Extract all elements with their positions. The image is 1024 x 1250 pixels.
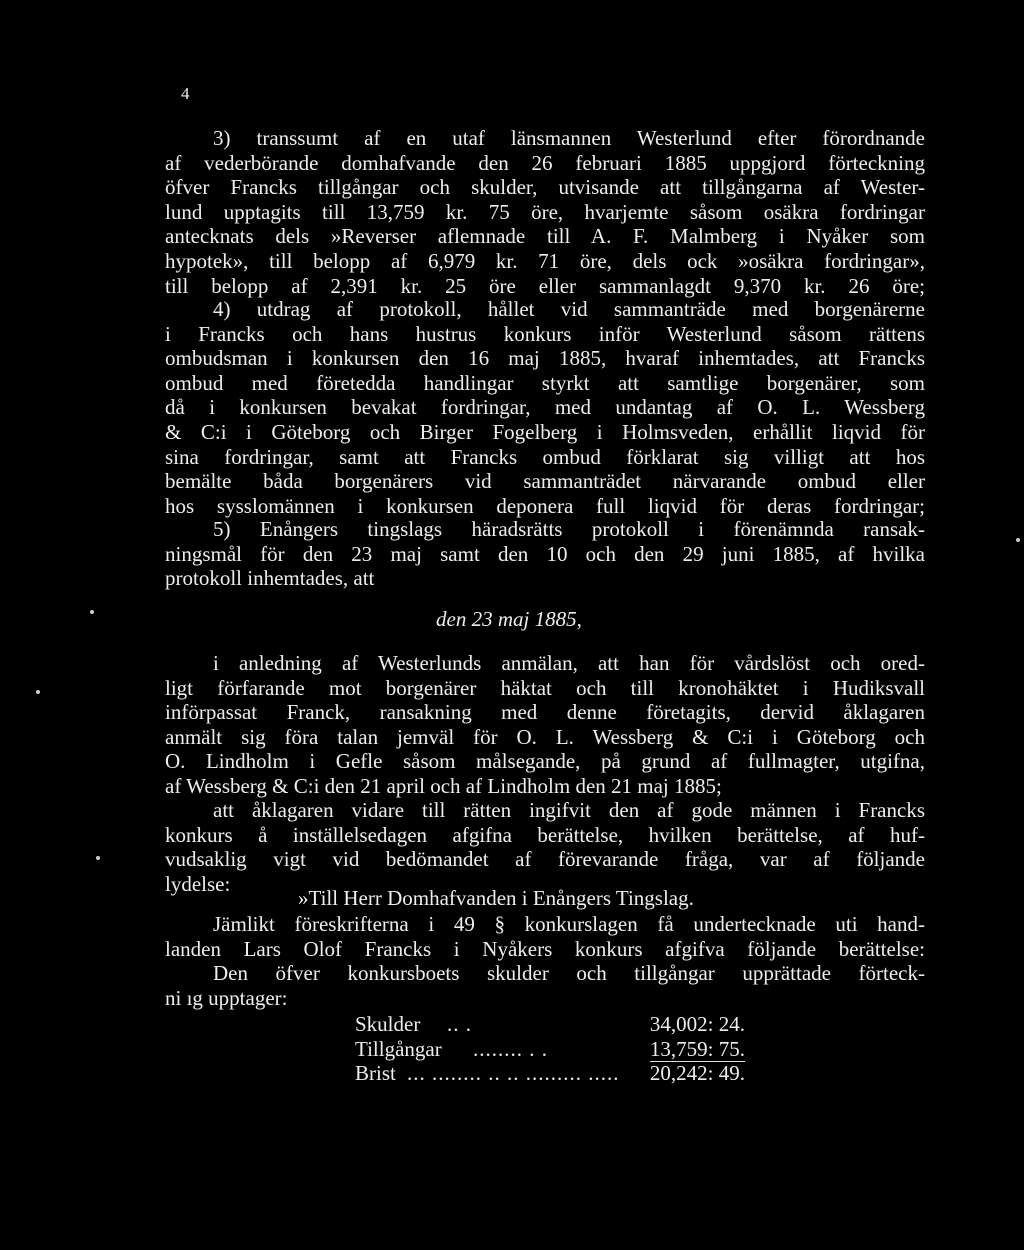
text-line: i Francks och hans hustrus konkurs inför Westerlund såsom rättens xyxy=(165,321,925,346)
text-line: anmält sig föra talan jemväl för O. L. Wessberg & C:i i Göteborg och xyxy=(165,724,925,749)
text-line: protokoll inhemtades, att xyxy=(165,566,375,591)
text-line: konkurs å inställelsedagen afgifna berättelse, hvilken berättelse, af huf- xyxy=(165,822,925,847)
text-line: i anledning af Westerlunds anmälan, att han för vårdslöst och ored- xyxy=(213,651,925,675)
text-line: ombud med företedda handlingar styrkt att samtlige borgenärer, som xyxy=(165,370,925,395)
text-line: bemälte båda borgenärers vid sammanträdet närvarande ombud eller xyxy=(165,469,925,494)
text-line: antecknats dels »Reverser aflemnade till A. F. Malmberg i Nyåker som xyxy=(165,224,925,249)
ledger-value: 34,002: 24. xyxy=(649,1012,745,1036)
ledger-value: 20,242: 49. xyxy=(649,1061,745,1086)
text-line: att åklagaren vidare till rätten ingifvit den af gode männen i Francks xyxy=(213,798,925,822)
text-line: landen Lars Olof Francks i Nyåkers konkurs afgifva följande berättelse: xyxy=(165,936,925,961)
text-line: 3) transsumt af en utaf länsmannen Westerlund efter förordnande xyxy=(213,126,925,150)
text-line: lydelse: xyxy=(165,871,231,896)
paragraph-berattelse xyxy=(165,912,925,1010)
ledger-dots: ........ . . xyxy=(473,1036,548,1061)
ledger-dots: .. . xyxy=(447,1012,472,1036)
date-heading: den 23 maj 1885, xyxy=(436,607,582,631)
text-line: ni ıg upptager: xyxy=(165,985,288,1010)
page-number: 4 xyxy=(181,84,190,103)
ledger-table xyxy=(355,1012,745,1086)
text-line: öfver Francks tillgångar och skulder, utvisande att tillgångarna af Wester- xyxy=(165,175,925,200)
scan-speck xyxy=(36,690,40,694)
section-4 xyxy=(165,297,925,518)
scan-speck xyxy=(1016,538,1020,542)
text-line: hos sysslomännen i konkursen deponera full liqvid för deras fordringar; xyxy=(165,493,925,518)
text-line: & C:i i Göteborg och Birger Fogelberg i Holmsveden, erhållit liqvid för xyxy=(165,419,925,444)
ledger-row-skulder xyxy=(355,1012,745,1037)
text-line: införpassat Franck, ransakning med denne företagits, dervid åklagaren xyxy=(165,700,925,725)
text-line: O. Lindholm i Gefle såsom målsegande, på grund af fullmagter, utgifna, xyxy=(165,749,925,774)
ledger-label: Brist xyxy=(355,1061,396,1086)
ledger-dots: ... ........ .. .. ......... ..... xyxy=(407,1061,620,1086)
ledger-label: Skulder xyxy=(355,1012,421,1036)
ledger-row-brist xyxy=(355,1061,745,1086)
text-line: Den öfver konkursboets skulder och tillgångar upprättade förteck- xyxy=(213,961,925,986)
ledger-row-tillgangar xyxy=(355,1037,745,1062)
salutation-block xyxy=(165,886,925,911)
text-line: ligt förfarande mot borgenärer häktat och till kronohäktet i Hudiksvall xyxy=(165,675,925,700)
ledger-value: 13,759: 75. xyxy=(649,1036,745,1061)
text-line: vudsaklig vigt vid bedömandet af förevarande fråga, var af följande xyxy=(165,847,925,872)
text-line: 4) utdrag af protokoll, hållet vid sammanträde med borgenärerne xyxy=(213,297,925,321)
text-line: hypotek», till belopp af 6,979 kr. 71 öre, dels ock »osäkra fordringar», xyxy=(165,248,925,273)
text-line: af Wessberg & C:i den 21 april och af Lindholm den 21 maj 1885; xyxy=(165,773,722,798)
scan-speck xyxy=(90,610,94,614)
text-line: lund upptagits till 13,759 kr. 75 öre, hvarjemte såsom osäkra fordringar xyxy=(165,199,925,224)
ledger-label: Tillgångar xyxy=(355,1036,442,1061)
text-line: Jämlikt föreskrifterna i 49 § konkurslagen få undertecknade uti hand- xyxy=(213,912,925,936)
scan-speck xyxy=(96,856,100,860)
text-line: då i konkursen bevakat fordringar, med undantag af O. L. Wessberg xyxy=(165,395,925,420)
section-5 xyxy=(165,517,925,591)
salutation: »Till Herr Domhafvanden i Enångers Tingslag. xyxy=(298,886,694,910)
text-line: ombudsman i konkursen den 16 maj 1885, hvaraf inhemtades, att Francks xyxy=(165,346,925,371)
section-3 xyxy=(165,126,925,298)
paragraph-aklagaren xyxy=(165,798,925,896)
text-line: 5) Enångers tingslags häradsrätts protokoll i förenämnda ransak- xyxy=(213,517,925,541)
text-line: till belopp af 2,391 kr. 25 öre eller sammanlagdt 9,370 kr. 26 öre; xyxy=(165,273,925,298)
text-line: af vederbörande domhafvande den 26 februari 1885 uppgjord förteckning xyxy=(165,150,925,175)
text-line: ningsmål för den 23 maj samt den 10 och den 29 juni 1885, af hvilka xyxy=(165,541,925,566)
text-line: sina fordringar, samt att Francks ombud förklarat sig villigt att hos xyxy=(165,444,925,469)
paragraph-anmalan xyxy=(165,651,925,799)
